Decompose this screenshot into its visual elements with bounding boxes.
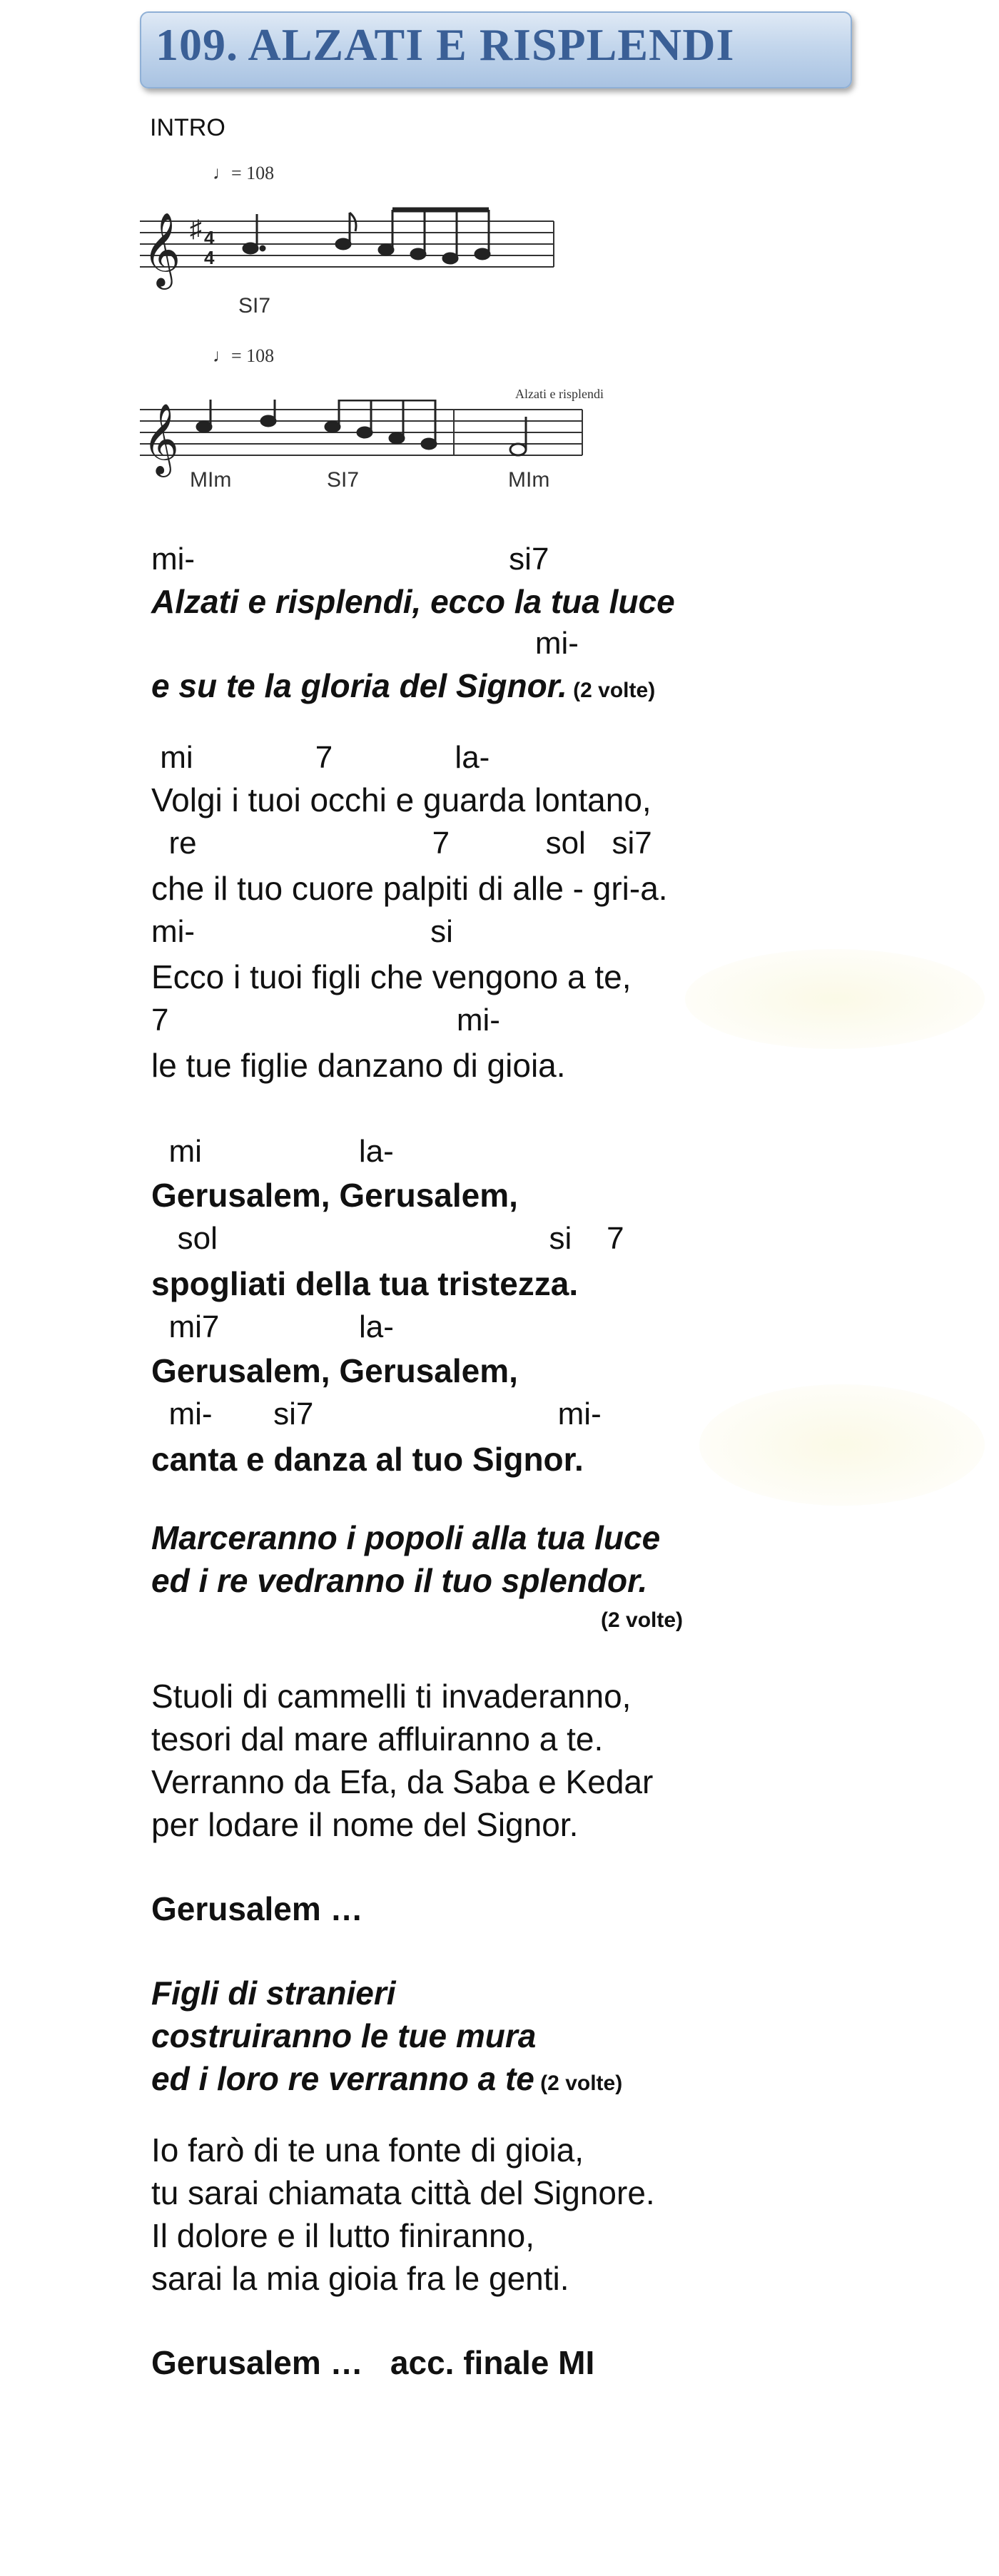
lyric-line: Gerusalem … <box>151 1890 363 1927</box>
chord-line: mi- <box>151 626 579 661</box>
svg-text:♯: ♯ <box>190 215 202 243</box>
lyric-line: tu sarai chiamata città del Signore. <box>151 2174 655 2211</box>
lyric-line: le tue figlie danzano di gioia. <box>151 1047 566 1084</box>
staff-chord-label: MIm <box>508 468 550 492</box>
lyric-line: e su te la gloria del Signor. (2 volte) <box>151 667 656 704</box>
lyric-line: Gerusalem, Gerusalem, <box>151 1352 518 1389</box>
repeat-note: (2 volte) <box>601 1608 684 1632</box>
staff-chord-label: SI7 <box>238 294 271 318</box>
music-staff-1 <box>140 207 561 293</box>
lyric-line: che il tuo cuore palpiti di alle - gri-a. <box>151 870 668 907</box>
svg-text:𝄞: 𝄞 <box>143 212 181 287</box>
chord-line: sol si 7 <box>151 1221 624 1256</box>
music-staff-2 <box>140 400 597 478</box>
lyric-line: spogliati della tua tristezza. <box>151 1265 579 1302</box>
chord-line: re 7 sol si7 <box>151 826 652 861</box>
title-banner <box>140 11 852 88</box>
lyric-line: per lodare il nome del Signor. <box>151 1806 579 1843</box>
svg-text:𝄞: 𝄞 <box>143 403 179 475</box>
staff-caption: Alzati e risplendi <box>515 387 604 401</box>
page-title: 109. ALZATI E RISPLENDI <box>156 19 735 70</box>
background-smudge <box>699 1384 985 1506</box>
background-smudge <box>685 949 985 1049</box>
intro-label: INTRO <box>150 114 225 141</box>
tempo-marking: ♩= 108 <box>213 345 275 366</box>
staff-chord-label: SI7 <box>327 468 360 492</box>
lyric-line: canta e danza al tuo Signor. <box>151 1441 584 1478</box>
chord-line: mi la- <box>151 1134 394 1169</box>
lyric-line: costruiranno le tue mura <box>151 2017 537 2054</box>
chord-line: mi- si7 mi- <box>151 1396 602 1431</box>
lyric-line: Stuoli di cammelli ti invaderanno, <box>151 1678 632 1715</box>
svg-text:4: 4 <box>204 227 215 248</box>
chord-line: mi- si <box>151 914 453 949</box>
lyric-line: Gerusalem … acc. finale MI <box>151 2344 595 2381</box>
lyric-line: Alzati e risplendi, ecco la tua luce <box>151 583 675 620</box>
svg-text:4: 4 <box>204 247 215 268</box>
repeat-note: (2 volte) <box>567 679 656 702</box>
lyric-line: ed i re vedranno il tuo splendor. <box>151 1562 648 1599</box>
lyric-line: Ecco i tuoi figli che vengono a te, <box>151 958 632 995</box>
chord-line: mi- si7 <box>151 542 549 577</box>
repeat-note: (2 volte) <box>534 2072 623 2095</box>
chord-line: 7 mi- <box>151 1003 500 1038</box>
chord-line: mi 7 la- <box>151 740 490 775</box>
lyric-line: sarai la mia gioia fra le genti. <box>151 2260 569 2297</box>
chord-line: mi7 la- <box>151 1309 394 1344</box>
lyric-line: Volgi i tuoi occhi e guarda lontano, <box>151 781 651 818</box>
lyric-line: Verranno da Efa, da Saba e Kedar <box>151 1763 654 1800</box>
lyric-line: Marceranno i popoli alla tua luce <box>151 1519 661 1556</box>
staff-chord-label: MIm <box>190 468 232 492</box>
lyric-line: ed i loro re verranno a te (2 volte) <box>151 2060 623 2097</box>
tempo-marking: ♩= 108 <box>213 163 275 183</box>
lyric-line: Il dolore e il lutto finiranno, <box>151 2217 534 2254</box>
lyric-line: Figli di stranieri <box>151 1974 396 2012</box>
lyric-line: tesori dal mare affluiranno a te. <box>151 1720 604 1758</box>
lyric-line: Io farò di te una fonte di gioia, <box>151 2131 584 2169</box>
lyric-line: Gerusalem, Gerusalem, <box>151 1177 518 1214</box>
